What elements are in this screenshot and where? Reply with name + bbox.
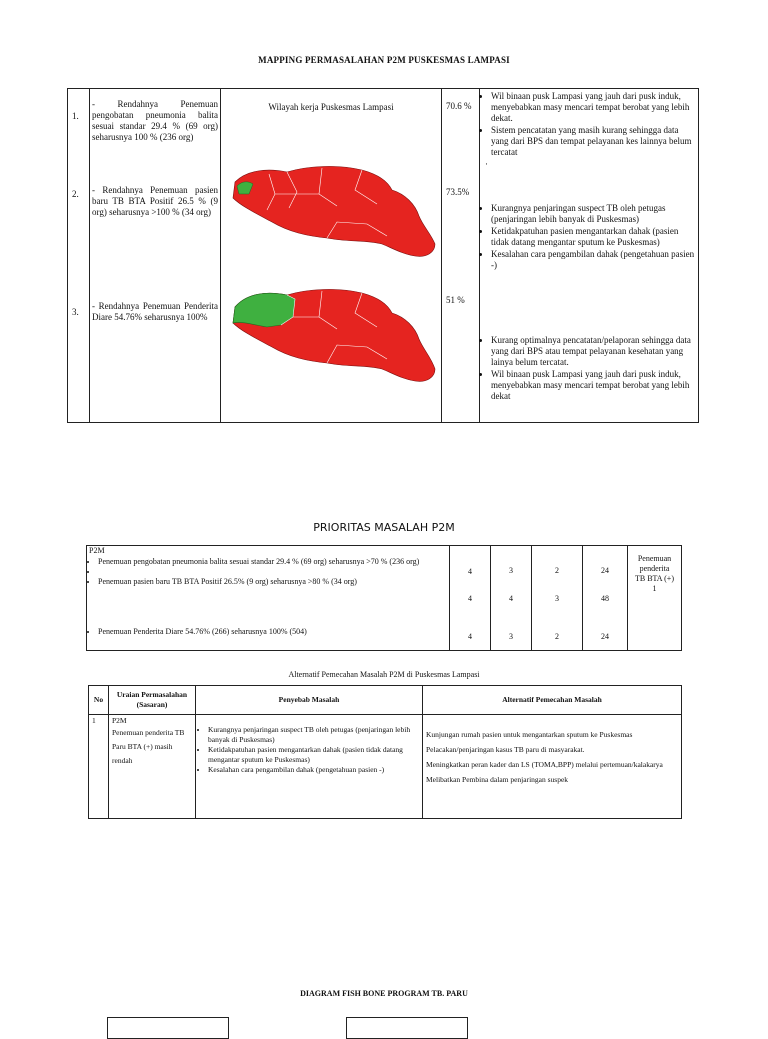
- pct-value: 73.5%: [446, 187, 470, 197]
- cause-item: • Ketidakpatuhan pasien mengantarkan dahak (pasien tidak datang mengantar sputum ke Puskesmas): [208, 745, 419, 765]
- cause-column: [480, 89, 699, 423]
- priority-list: [89, 627, 454, 637]
- priority-item: • Penemuan pasien baru TB BTA Positif 26.5% (9 org) seharusnya >80 % (34 org): [98, 577, 454, 587]
- problem-category: P2M: [112, 716, 127, 725]
- score-b: 3: [509, 566, 513, 575]
- issue-column: [90, 89, 221, 423]
- solution-item: Meningkatkan peran kader dan LS (TOMA,BPP) melalui pertemuan/kalakarya: [426, 760, 663, 769]
- issue-text: - Rendahnya Penemuan pasien baru TB BTA Positif 26.5 % (9 org) seharusnya >100 % (34 org): [92, 185, 218, 217]
- cause-item: • Kurangnya penjaringan suspect TB oleh petugas (penjaringan lebih banyak di Puskesmas): [208, 725, 419, 745]
- score-b-column: [491, 546, 532, 651]
- solution-item: Melibatkan Pembina dalam penjaringan suspek: [426, 775, 569, 784]
- total-score: 24: [601, 632, 609, 641]
- total-score: 24: [601, 566, 609, 575]
- score-c-column: [532, 546, 583, 651]
- cause-item: • Ketidakpatuhan pasien mengantarkan dahak (pasien tidak datang mengantar sputum ke Puskesmas): [491, 226, 697, 248]
- issue-text: - Rendahnya Penemuan pengobatan pneumonia balita sesuai standar 29.4 % (69 org) seharusnya 100 % (236 org): [92, 99, 218, 142]
- issue-text: - Rendahnya Penemuan Penderita Diare 54.76% seharusnya 100%: [92, 301, 218, 322]
- col-header-cause: Penyebab Masalah: [196, 686, 423, 715]
- cause-cell: [196, 715, 423, 819]
- cause-item: • Sistem pencatatan yang masih kurang sehingga data yang dari BPS dan tempat pelayanan kes lainnya belum tercatat: [491, 125, 697, 158]
- no-column: [68, 89, 90, 423]
- mapping-table: [67, 88, 699, 423]
- cause-item: • Wil binaan pusk Lampasi yang jauh dari pusk induk, menyebabkan masy mencari tempat berobat yang lebih dekat.: [491, 91, 697, 124]
- score-c: 2: [555, 632, 559, 641]
- priority-item: • Penemuan Penderita Diare 54.76% (266) seharusnya 100% (504): [98, 627, 454, 637]
- score-a: 4: [468, 632, 472, 641]
- stray-dot: ·: [485, 159, 488, 169]
- cause-item: • Wil binaan pusk Lampasi yang jauh dari pusk induk, menyebabkan masy mencari tempat berobat yang lebih dekat: [491, 369, 697, 402]
- problem-text: Penemuan penderita TB Paru BTA (+) masih rendah: [112, 728, 185, 765]
- priority-rank: 1: [652, 584, 657, 593]
- fishbone-box-right: [346, 1017, 468, 1039]
- alternatives-table: [88, 685, 682, 819]
- cause-item: • Kesalahan cara pengambilan dahak (pengetahuan pasien -): [208, 765, 419, 775]
- region-map: [227, 164, 437, 262]
- score-a: 4: [468, 594, 472, 603]
- cause-list: [481, 203, 697, 272]
- solution-cell: [423, 715, 682, 819]
- fishbone-title: DIAGRAM FISH BONE PROGRAM TB. PARU: [300, 989, 468, 998]
- pct-value: 51 %: [446, 295, 465, 305]
- score-b: 3: [509, 632, 513, 641]
- priority-text-cell: [87, 546, 450, 651]
- region-map: [227, 287, 437, 387]
- score-a: 4: [468, 567, 472, 576]
- col-header-solution: Alternatif Pemecahan Masalah: [423, 686, 682, 715]
- row-number: 3.: [72, 307, 79, 317]
- alternatives-title: Alternatif Pemecahan Masalah P2M di Puskesmas Lampasi: [288, 670, 480, 679]
- priority-title: PRIORITAS MASALAH P2M: [313, 521, 455, 534]
- score-c: 2: [555, 566, 559, 575]
- score-c: 3: [555, 594, 559, 603]
- col-header-problem: Uraian Permasalahan (Sasaran): [109, 686, 196, 715]
- priority-header: P2M: [89, 546, 105, 555]
- solution-item: Kunjungan rumah pasien untuk mengantarkan sputum ke Puskesmas: [426, 730, 633, 739]
- pct-value: 70.6 %: [446, 101, 472, 111]
- solution-item: Pelacakan/penjaringan kasus TB paru di masyarakat.: [426, 745, 585, 754]
- fishbone-box-left: [107, 1017, 229, 1039]
- priority-result-column: [628, 546, 682, 651]
- priority-item: • Penemuan pengobatan pneumonia balita sesuai standar 29.4 % (69 org) seharusnya >70 % (236 org): [98, 557, 454, 567]
- region-label: Wilayah kerja Puskesmas Lampasi: [268, 102, 394, 112]
- problem-cell: [109, 715, 196, 819]
- total-column: [583, 546, 628, 651]
- row-number: 2.: [72, 189, 79, 199]
- cause-list: [481, 335, 697, 403]
- col-header-no: No: [89, 686, 109, 715]
- cause-item: • Kesalahan cara pengambilan dahak (pengetahuan pasien -): [491, 249, 697, 271]
- cause-item: • Kurangnya penjaringan suspect TB oleh petugas (penjaringan lebih banyak di Puskesmas): [491, 203, 697, 225]
- map-column: [221, 89, 442, 423]
- priority-result: Penemuan penderita TB BTA (+): [635, 554, 674, 583]
- row-number: 1.: [72, 111, 79, 121]
- cause-list: [481, 91, 697, 170]
- total-score: 48: [601, 594, 609, 603]
- priority-table: [86, 545, 682, 651]
- score-a-column: [450, 546, 491, 651]
- pct-column: [442, 89, 480, 423]
- score-b: 4: [509, 594, 513, 603]
- cause-item: • Kurang optimalnya pencatatan/pelaporan sehingga data yang dari BPS atau tempat pelayanan kesehatan yang lainya belum tercatat.: [491, 335, 697, 368]
- priority-item-empty: [98, 567, 454, 577]
- row-no: 1: [89, 715, 109, 819]
- mapping-title: MAPPING PERMASALAHAN P2M PUSKESMAS LAMPASI: [258, 55, 510, 65]
- priority-list: [89, 557, 454, 587]
